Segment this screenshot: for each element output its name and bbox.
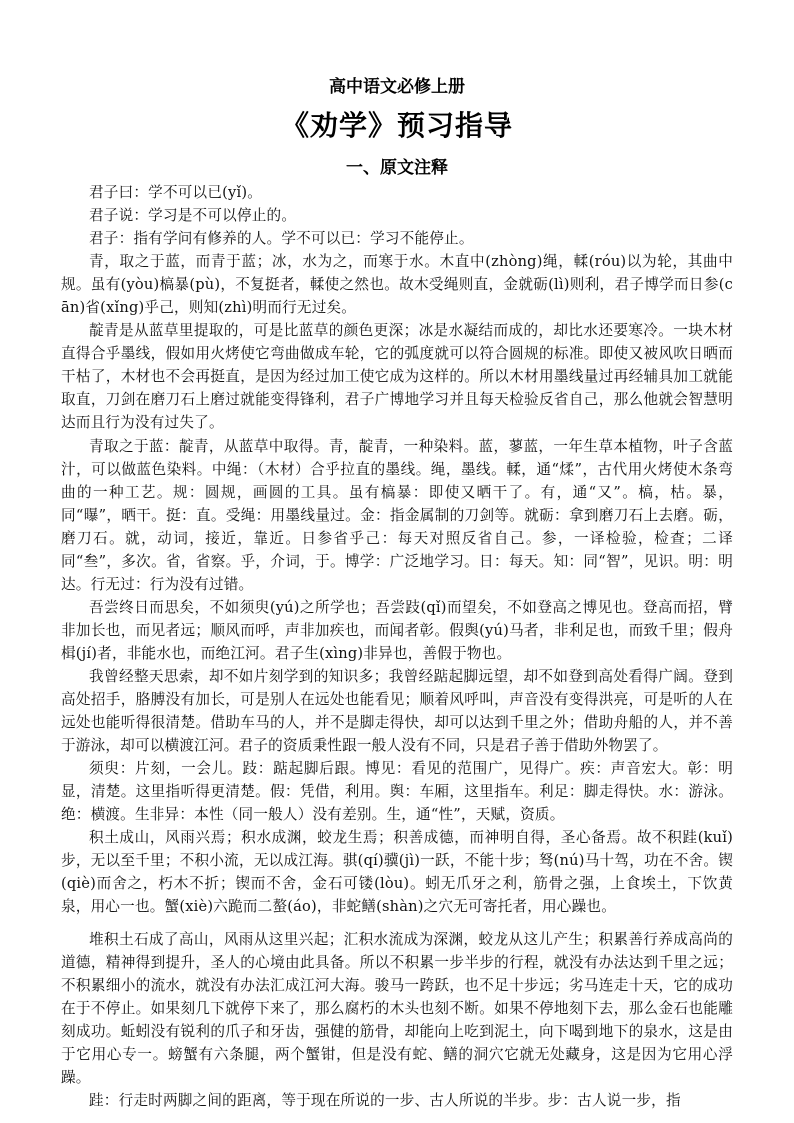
annotation-line: 君子：指有学问有修养的人。学不可以已：学习不能停止。 <box>89 230 474 248</box>
annotation-paragraph: 青取之于蓝：靛青，从蓝草中取得。青，靛青，一种染料。蓝，蓼蓝，一年生草本植物，叶子含蓝汁，可以做蓝色染料。中绳：（木材）合乎拉直的墨线。绳，墨线。輮，通“煣”，古代用火烤使木条弯曲的一种工艺。规：圆规，画圆的工具。虽有槁暴：即使又晒干了。有，通“又”。槁，枯。暴，同“曝”，晒干。挺：直。受绳：用墨线量过。金：指金属制的刀剑等。就砺：拿到磨刀石上去磨。砺，磨刀石。就，动词，接近，靠近。日参省乎己：每天对照反省自己。参，一译检验，检查；二译同“叁”，多次。省，省察。乎，介词，于。博学：广泛地学习。日：每天。知：同“智”，见识。明：明达。行无过：行为没有过错。 <box>61 437 733 593</box>
document-body <box>61 181 733 1112</box>
section-heading: 一、原文注释 <box>346 158 448 178</box>
original-text-paragraph: 吾尝终日而思矣，不如须臾(yú)之所学也；吾尝跂(qǐ)而望矣，不如登高之博见也。登高而招，臂非加长也，而见者远；顺风而呼，声非加疾也，而闻者彰。假舆(yú)马者，非利足也，而致千里；假舟楫(jí)者，非能水也，而绝江河。君子生(xìng)非异也，善假于物也。 <box>61 598 733 662</box>
original-text-line: 君子曰：学不可以已(yǐ)。 <box>89 184 263 201</box>
translation-paragraph: 靛青是从蓝草里提取的，可是比蓝草的颜色更深；冰是水凝结而成的，却比水还要寒冷。一块木材直得合乎墨线，假如用火烤使它弯曲做成车轮，它的弧度就可以符合圆规的标准。即使又被风吹日晒而干枯了，木材也不会再挺直，是因为经过加工使它成为这样的。所以木材用墨线量过再经辅具加工就能取直，刀剑在磨刀石上磨过就能变得锋利，君子广博地学习并且每天检验反省自己，那么他就会智慧明达而且行为没有过失了。 <box>61 322 733 432</box>
annotation-paragraph: 须臾：片刻，一会儿。跂：踮起脚后跟。博见：看见的范围广，见得广。疾：声音宏大。彰：明显，清楚。这里指听得更清楚。假：凭借，利用。舆：车厢，这里指车。利足：脚走得快。水：游泳。绝：横渡。生非异：本性（同一般人）没有差别。生，通“性”，天赋，资质。 <box>61 760 733 824</box>
translation-paragraph: 堆积土石成了高山，风雨从这里兴起；汇积水流成为深渊，蛟龙从这儿产生；积累善行养成高尚的道德，精神得到提升，圣人的心境由此具备。所以不积累一步半步的行程，就没有办法达到千里之远；不积累细小的流水，就没有办法汇成江河大海。骏马一跨跃，也不足十步远；劣马连走十天，它的成功在于不停止。如果刻几下就停下来了，那么腐朽的木头也刻不断。如果不停地刻下去，那么金石也能雕刻成功。蚯蚓没有锐利的爪子和牙齿，强健的筋骨，却能向上吃到泥土，向下喝到地下的泉水，这是由于它用心专一。螃蟹有六条腿，两个蟹钳，但是没有蛇、鳝的洞穴它就无处藏身，这是因为它用心浮躁。 <box>61 930 733 1086</box>
original-text-paragraph: 积土成山，风雨兴焉；积水成渊，蛟龙生焉；积善成德，而神明自得，圣心备焉。故不积跬(kuǐ)步，无以至千里；不积小流，无以成江海。骐(qí)骥(jì)一跃，不能十步；驽(nú)马十驾，功在不舍。锲(qiè)而舍之，朽木不折；锲而不舍，金石可镂(lòu)。蚓无爪牙之利，筋骨之强，上食埃土，下饮黄泉，用心一也。蟹(xiè)六跪而二螯(áo)，非蛇鳝(shàn)之穴无可寄托者，用心躁也。 <box>61 829 733 916</box>
annotation-paragraph: 跬：行走时两脚之间的距离，等于现在所说的一步、古人所说的半步。步：古人说一步，指 <box>89 1091 681 1109</box>
translation-paragraph: 我曾经整天思索，却不如片刻学到的知识多；我曾经踮起脚远望，却不如登到高处看得广阔。登到高处招手，胳膊没有加长，可是别人在远处也能看见；顺着风呼叫，声音没有变得洪亮，可是听的人在远处也能听得很清楚。借助车马的人，并不是脚走得快，却可以达到千里之外；借助舟船的人，并不善于游泳，却可以横渡江河。君子的资质秉性跟一般人没有不同，只是君子善于借助外物罢了。 <box>61 667 733 755</box>
page-title: 《劝学》预习指导 <box>280 109 513 142</box>
translation-line: 君子说：学习是不可以停止的。 <box>89 207 297 225</box>
subject-heading: 高中语文必修上册 <box>329 77 465 97</box>
original-text-paragraph: 青，取之于蓝，而青于蓝；冰，水为之，而寒于水。木直中(zhòng)绳，輮(róu)以为轮，其曲中规。虽有(yòu)槁暴(pù)，不复挺者，輮使之然也。故木受绳则直，金就砺(lì)则利，君子博学而日参(cān)省(xǐng)乎己，则知(zhì)明而行无过矣。 <box>61 253 733 317</box>
